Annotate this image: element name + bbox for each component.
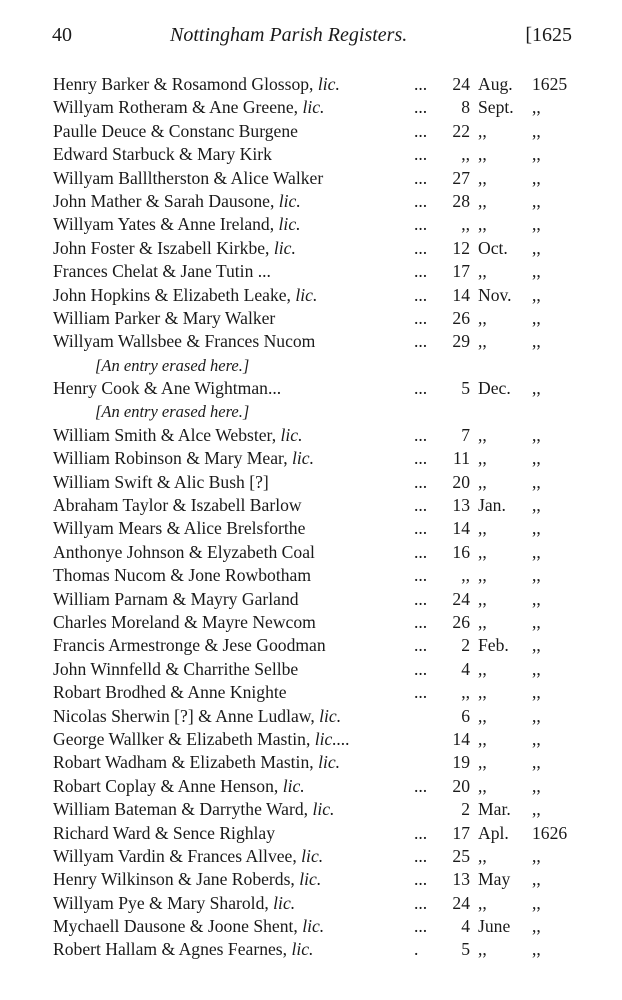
entry-day: 5 [461, 939, 470, 960]
erased-entry-note [0, 400, 622, 423]
couple-names: John Winnfelld & Charrithe Sellbe [53, 658, 299, 679]
licence-mark: lic. [312, 799, 335, 820]
entry-day: 17 [452, 261, 470, 282]
marriage-entry [0, 494, 622, 517]
entry-month: ,, [478, 144, 487, 165]
entry-names [53, 892, 295, 915]
entry-day: 16 [452, 541, 470, 562]
note-text: [An entry erased here.] [95, 355, 250, 375]
entry-year: ,, [532, 892, 541, 913]
entry-names [53, 845, 323, 868]
entry-day: 26 [452, 611, 470, 632]
entry-names [53, 120, 298, 143]
entry-names [53, 424, 302, 447]
entry-names [53, 938, 313, 961]
leader-dots: ... [414, 845, 428, 866]
leader-dots: ... [414, 378, 428, 399]
entry-year: ,, [532, 471, 541, 492]
couple-names: Willyam Ballltherston & Alice Walker [53, 167, 324, 188]
couple-names: Paulle Deuce & Constanc Burgene [53, 120, 298, 141]
leader-dots: ... [414, 682, 428, 703]
licence-mark: lic. [302, 97, 325, 118]
leader-dots: ... [414, 869, 428, 890]
licence-mark: lic. [273, 237, 296, 258]
entry-day: 24 [452, 588, 470, 609]
entry-year: ,, [532, 214, 541, 235]
entry-names [53, 775, 305, 798]
couple-names: William Smith & Alce Webster, [53, 424, 277, 445]
marriage-entry [0, 96, 622, 119]
entry-month: ,, [478, 518, 487, 539]
marriage-entry [0, 517, 622, 540]
marriage-entry [0, 822, 622, 845]
entry-names [53, 751, 340, 774]
entry-month: ,, [478, 541, 487, 562]
leader-dots: ... [414, 658, 428, 679]
entry-year: ,, [532, 658, 541, 679]
entry-day: 14 [452, 728, 470, 749]
entry-names [53, 915, 324, 938]
leader-dots: ... [414, 822, 428, 843]
entry-month: Jan. [478, 495, 506, 516]
entry-month: Apl. [478, 822, 509, 843]
couple-names: John Mather & Sarah Dausone, [53, 190, 275, 211]
leader-dots: ... [414, 214, 428, 235]
leader-dots: ... [414, 74, 428, 94]
entry-names [53, 447, 314, 470]
entry-month: ,, [478, 214, 487, 235]
couple-names: John Hopkins & Elizabeth Leake, [53, 284, 291, 305]
licence-mark: lic.... [314, 728, 350, 749]
leader-dots: ... [414, 448, 428, 469]
entry-year: ,, [532, 120, 541, 141]
entry-year: ,, [532, 541, 541, 562]
leader-dots: ... [414, 775, 428, 796]
entry-day: 26 [452, 307, 470, 328]
entry-names [53, 541, 315, 564]
entry-month: ,, [478, 682, 487, 703]
entry-month: June [478, 916, 511, 937]
couple-names: Francis Armestronge & Jese Goodman [53, 635, 326, 656]
entry-year: ,, [532, 775, 541, 796]
couple-names: Edward Starbuck & Mary Kirk [53, 144, 272, 165]
entry-names [53, 868, 321, 891]
licence-mark: lic. [280, 424, 303, 445]
entry-names [53, 588, 299, 611]
entry-year: ,, [532, 495, 541, 516]
leader-dots: ... [414, 167, 428, 188]
marriage-entry [0, 284, 622, 307]
entry-year: ,, [532, 144, 541, 165]
marriage-entry [0, 611, 622, 634]
marriage-entry [0, 307, 622, 330]
marriage-entry [0, 938, 622, 961]
entry-day: 25 [452, 845, 470, 866]
entry-names [53, 143, 272, 166]
entry-names [53, 190, 301, 213]
leader-dots: ... [414, 190, 428, 211]
leader-dots: ... [414, 588, 428, 609]
marriage-entry [0, 424, 622, 447]
couple-names: Willyam Rotheram & Ane Greene, [53, 97, 299, 118]
entry-day: 27 [452, 167, 470, 188]
marriage-entry [0, 260, 622, 283]
note-text: [An entry erased here.] [95, 402, 250, 422]
entry-year: ,, [532, 682, 541, 703]
entry-names [53, 260, 271, 283]
marriage-entry [0, 845, 622, 868]
entry-year: ,, [532, 237, 541, 258]
entry-month: ,, [478, 588, 487, 609]
couple-names: Willyam Wallsbee & Frances Nucom [53, 331, 316, 352]
marriage-entry [0, 728, 622, 751]
entry-month: ,, [478, 775, 487, 796]
entry-month: ,, [478, 448, 487, 469]
couple-names: William Robinson & Mary Mear, [53, 448, 288, 469]
entry-month: Sept. [478, 97, 514, 118]
leader-dots: ... [414, 518, 428, 539]
couple-names: William Parnam & Mayry Garland [53, 588, 299, 609]
leader-dots: ... [414, 237, 428, 258]
entry-month: ,, [478, 424, 487, 445]
couple-names: Willyam Pye & Mary Sharold, [53, 892, 269, 913]
entry-names [53, 377, 281, 400]
licence-mark: lic. [278, 214, 301, 235]
couple-names: Thomas Nucom & Jone Rowbotham [53, 565, 312, 586]
entry-year: ,, [532, 565, 541, 586]
marriage-entry [0, 120, 622, 143]
licence-mark: lic. [319, 705, 342, 726]
entry-month: ,, [478, 565, 487, 586]
entry-day: 13 [452, 869, 470, 890]
marriage-entry [0, 447, 622, 470]
leader-dots: ... [414, 307, 428, 328]
entry-month: ,, [478, 261, 487, 282]
licence-mark: lic. [292, 448, 314, 469]
entry-year: ,, [532, 635, 541, 656]
entry-year: ,, [532, 331, 541, 352]
entry-day: 12 [452, 237, 470, 258]
entry-names [53, 330, 315, 353]
licence-mark: lic. [318, 752, 341, 773]
entry-names [53, 634, 326, 657]
couple-names: Mychaell Dausone & Joone Shent, [53, 916, 298, 937]
entry-month: ,, [478, 471, 487, 492]
entry-month: ,, [478, 845, 487, 866]
entry-month: Nov. [478, 284, 512, 305]
entry-month: ,, [478, 752, 487, 773]
marriage-entry [0, 564, 622, 587]
couple-names: Willyam Yates & Anne Ireland, [53, 214, 275, 235]
entry-year: ,, [532, 799, 541, 820]
entry-month: ,, [478, 331, 487, 352]
marriage-entries [0, 73, 622, 962]
entry-day: 7 [461, 424, 470, 445]
marriage-entry [0, 73, 622, 96]
entry-day: 28 [452, 190, 470, 211]
entry-month: ,, [478, 705, 487, 726]
entry-year: ,, [532, 728, 541, 749]
couple-names: Robert Hallam & Agnes Fearnes, [53, 939, 288, 960]
erased-entry-note [0, 354, 622, 377]
marriage-entry [0, 143, 622, 166]
leader-dots: ... [414, 892, 428, 913]
entry-year: ,, [532, 518, 541, 539]
entry-names [53, 658, 298, 681]
licence-mark: lic. [291, 939, 314, 960]
marriage-entry [0, 471, 622, 494]
leader-dots: ... [414, 120, 428, 141]
entry-month: ,, [478, 307, 487, 328]
header-year: [1625 [525, 24, 572, 46]
entry-month: ,, [478, 120, 487, 141]
couple-names: Henry Cook & Ane Wightman... [53, 378, 282, 399]
couple-names: Henry Wilkinson & Jane Roberds, [53, 869, 295, 890]
leader-dots: ... [414, 144, 428, 165]
entry-day: 4 [461, 658, 470, 679]
marriage-entry [0, 634, 622, 657]
entry-year: ,, [532, 588, 541, 609]
leader-dots: ... [414, 424, 428, 445]
leader-dots: ... [414, 635, 428, 656]
entry-month: ,, [478, 658, 487, 679]
marriage-entry [0, 798, 622, 821]
couple-names: William Bateman & Darrythe Ward, [53, 799, 309, 820]
marriage-entry [0, 190, 622, 213]
entry-names [53, 564, 311, 587]
entry-day: ,, [461, 144, 470, 165]
page-header [52, 24, 572, 52]
licence-mark: lic. [301, 845, 324, 866]
entry-names [53, 213, 301, 236]
entry-day: 14 [452, 518, 470, 539]
entry-names [53, 681, 287, 704]
marriage-entry [0, 213, 622, 236]
leader-dots: ... [414, 261, 428, 282]
entry-names [53, 494, 302, 517]
entry-year: ,, [532, 424, 541, 445]
couple-names: William Parker & Mary Walker [53, 307, 276, 328]
entry-names [53, 728, 350, 751]
licence-mark: lic. [295, 284, 318, 305]
page-title: Nottingham Parish Registers. [170, 24, 408, 46]
entry-year: ,, [532, 307, 541, 328]
marriage-entry [0, 915, 622, 938]
couple-names: Willyam Mears & Alice Brelsforthe [53, 518, 306, 539]
marriage-entry [0, 330, 622, 353]
entry-year: ,, [532, 378, 541, 399]
licence-mark: lic. [302, 916, 325, 937]
entry-names [53, 705, 341, 728]
entry-day: ,, [461, 214, 470, 235]
leader-dots: ... [414, 611, 428, 632]
entry-day: 20 [452, 471, 470, 492]
entry-day: 19 [452, 752, 470, 773]
entry-day: 29 [452, 331, 470, 352]
entry-day: ,, [461, 565, 470, 586]
entry-year: ,, [532, 939, 541, 960]
entry-month: ,, [478, 611, 487, 632]
entry-names [53, 471, 269, 494]
couple-names: John Foster & Iszabell Kirkbe, [53, 237, 270, 258]
entry-day: 6 [461, 705, 470, 726]
licence-mark: lic. [299, 869, 322, 890]
couple-names: Robart Coplay & Anne Henson, [53, 775, 279, 796]
leader-dots: ... [414, 284, 428, 305]
entry-year: ,, [532, 845, 541, 866]
couple-names: Anthonye Johnson & Elyzabeth Coal [53, 541, 315, 562]
marriage-entry [0, 588, 622, 611]
entry-day: 22 [452, 120, 470, 141]
couple-names: George Wallker & Elizabeth Mastin, [53, 728, 311, 749]
entry-day: 17 [452, 822, 470, 843]
marriage-entry [0, 541, 622, 564]
licence-mark: lic. [282, 775, 305, 796]
couple-names: Abraham Taylor & Iszabell Barlow [53, 495, 302, 516]
entry-day: 4 [461, 916, 470, 937]
entry-month: Aug. [478, 74, 513, 94]
leader-dots: ... [414, 471, 428, 492]
marriage-entry [0, 892, 622, 915]
marriage-entry [0, 751, 622, 774]
entry-names [53, 307, 275, 330]
entry-month: Feb. [478, 635, 509, 656]
marriage-entry [0, 658, 622, 681]
entry-names [53, 611, 316, 634]
entry-month: ,, [478, 190, 487, 211]
entry-day: 13 [452, 495, 470, 516]
leader-dots: ... [414, 97, 428, 118]
entry-day: 24 [452, 74, 470, 94]
leader-dots: ... [414, 916, 428, 937]
marriage-entry [0, 681, 622, 704]
couple-names: Willyam Vardin & Frances Allvee, [53, 845, 297, 866]
page-number: 40 [52, 24, 72, 46]
entry-names [53, 517, 305, 540]
entry-names [53, 167, 323, 190]
licence-mark: lic. [273, 892, 296, 913]
couple-names: Richard Ward & Sence Righlay [53, 822, 276, 843]
couple-names: Robart Brodhed & Anne Knighte [53, 682, 287, 703]
entry-year: ,, [532, 284, 541, 305]
couple-names: Frances Chelat & Jane Tutin ... [53, 261, 271, 282]
couple-names: Robart Wadham & Elizabeth Mastin, [53, 752, 314, 773]
couple-names: Nicolas Sherwin [?] & Anne Ludlaw, [53, 705, 315, 726]
entry-day: 2 [461, 635, 470, 656]
entry-year: ,, [532, 916, 541, 937]
entry-month: ,, [478, 939, 487, 960]
entry-year: ,, [532, 97, 541, 118]
entry-year: ,, [532, 611, 541, 632]
leader-dots: . [414, 939, 419, 960]
entry-month: Dec. [478, 378, 511, 399]
leader-dots: ... [414, 495, 428, 516]
entry-names [53, 73, 340, 96]
entry-year: ,, [532, 705, 541, 726]
entry-month: ,, [478, 728, 487, 749]
marriage-entry [0, 705, 622, 728]
entry-names [53, 237, 296, 260]
entry-day: 11 [453, 448, 470, 469]
leader-dots: ... [414, 541, 428, 562]
entry-year: ,, [532, 167, 541, 188]
entry-day: 5 [461, 378, 470, 399]
leader-dots: ... [414, 565, 428, 586]
marriage-entry [0, 237, 622, 260]
marriage-entry [0, 775, 622, 798]
licence-mark: lic. [317, 74, 340, 94]
couple-names: Henry Barker & Rosamond Glossop, [53, 74, 314, 94]
entry-year: ,, [532, 752, 541, 773]
entry-names [53, 96, 324, 119]
entry-year: 1625 [532, 74, 568, 94]
entry-names [53, 284, 317, 307]
licence-mark: lic. [278, 190, 301, 211]
entry-month: ,, [478, 167, 487, 188]
entry-year: ,, [532, 448, 541, 469]
entry-month: Oct. [478, 237, 508, 258]
entry-names [53, 798, 334, 821]
entry-year: ,, [532, 190, 541, 211]
entry-month: Mar. [478, 799, 511, 820]
entry-day: ,, [461, 682, 470, 703]
entry-day: 24 [452, 892, 470, 913]
leader-dots: ... [414, 331, 428, 352]
entry-names [53, 822, 275, 845]
entry-day: 8 [461, 97, 470, 118]
entry-year: ,, [532, 261, 541, 282]
couple-names: William Swift & Alic Bush [?] [53, 471, 269, 492]
entry-day: 2 [461, 799, 470, 820]
entry-day: 20 [452, 775, 470, 796]
entry-day: 14 [452, 284, 470, 305]
entry-month: ,, [478, 892, 487, 913]
marriage-entry [0, 868, 622, 891]
entry-month: May [478, 869, 511, 890]
marriage-entry [0, 167, 622, 190]
entry-year: ,, [532, 869, 541, 890]
couple-names: Charles Moreland & Mayre Newcom [53, 611, 316, 632]
marriage-entry [0, 377, 622, 400]
entry-year: 1626 [532, 822, 568, 843]
